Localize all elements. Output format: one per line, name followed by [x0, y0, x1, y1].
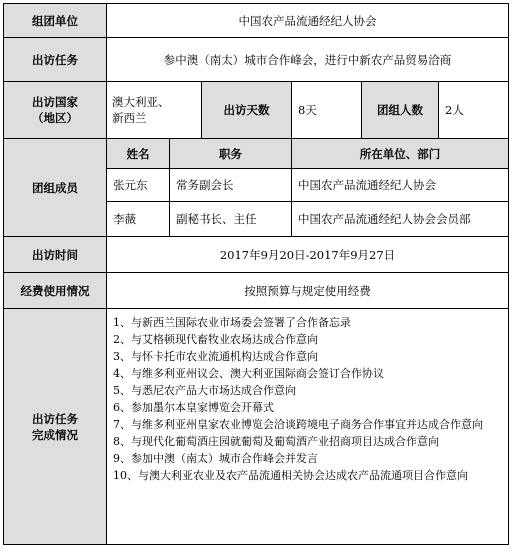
task-item: 5、与悉尼农产品大市场达成合作意向 — [113, 384, 296, 397]
mission-value: 参中澳（南太）城市合作峰会，进行中新农产品贸易洽商 — [107, 38, 509, 82]
member-title: 副秘书长、主任 — [170, 202, 292, 237]
visit-time-row — [4, 237, 509, 273]
task-item: 6、参加墨尔本皇家博览会开幕式 — [113, 401, 274, 414]
members-header-row — [4, 139, 509, 169]
task-item: 2、与艾格顿现代畜牧业农场达成合作意向 — [113, 333, 318, 346]
visit-time-label: 出访时间 — [4, 237, 107, 273]
member-unit-header: 所在单位、部门 — [292, 139, 509, 169]
funding-value: 按照预算与规定使用经费 — [107, 273, 509, 309]
destination-country-line1: 澳大利亚、 — [112, 95, 170, 109]
completion-label — [4, 309, 107, 545]
days-value: 8天 — [292, 82, 362, 139]
completion-row — [4, 309, 509, 545]
report-table — [3, 3, 509, 545]
size-value: 2人 — [439, 82, 509, 139]
org-unit-row — [4, 4, 509, 38]
org-unit-label: 组团单位 — [4, 4, 107, 38]
destination-country — [107, 82, 202, 139]
task-item: 1、与新西兰国际农业市场委会签署了合作备忘录 — [113, 316, 351, 329]
member-name: 张元东 — [107, 169, 170, 202]
completion-label-line2: 完成情况 — [32, 427, 78, 442]
funding-label: 经费使用情况 — [4, 273, 107, 309]
task-item: 4、与维多利亚州议会、澳大利亚国际商会签订合作协议 — [113, 367, 384, 380]
visit-time-value: 2017年9月20日-2017年9月27日 — [107, 237, 509, 273]
task-item: 9、参加中澳（南太）城市合作峰会并发言 — [113, 452, 318, 465]
destination-row — [4, 82, 509, 139]
org-unit-value: 中国农产品流通经纪人协会 — [107, 4, 509, 38]
member-name-header: 姓名 — [107, 139, 170, 169]
destination-label-line2: （地区） — [32, 111, 78, 125]
task-item: 3、与怀卡托市农业流通机构达成合作意向 — [113, 350, 318, 363]
members-label: 团组成员 — [4, 139, 107, 237]
task-item: 8、与现代化葡萄酒庄园就葡萄及葡萄酒产业招商项目达成合作意向 — [113, 435, 439, 448]
member-unit: 中国农产品流通经纪人协会 — [292, 169, 509, 202]
days-label: 出访天数 — [202, 82, 292, 139]
task-item: 10、与澳大利亚农业及农产品流通相关协会达成农产品流通项目合作意向 — [113, 469, 468, 482]
delegation-report-form — [3, 3, 508, 555]
completion-label-line1: 出访任务 — [32, 411, 78, 426]
mission-row — [4, 38, 509, 82]
member-title: 常务副会长 — [170, 169, 292, 202]
task-item: 7、与维多利亚州皇家农业博览会洽谈跨境电子商务合作事宜并达成合作意向 — [113, 418, 483, 431]
size-label: 团组人数 — [362, 82, 439, 139]
member-name: 李薇 — [107, 202, 170, 237]
destination-country-line2: 新西兰 — [112, 111, 147, 125]
member-unit: 中国农产品流通经纪人协会会员部 — [292, 202, 509, 237]
completion-tasks — [107, 309, 509, 545]
member-title-header: 职务 — [170, 139, 292, 169]
destination-label — [4, 82, 107, 139]
destination-label-line1: 出访国家 — [32, 95, 78, 109]
mission-label: 出访任务 — [4, 38, 107, 82]
funding-row — [4, 273, 509, 309]
